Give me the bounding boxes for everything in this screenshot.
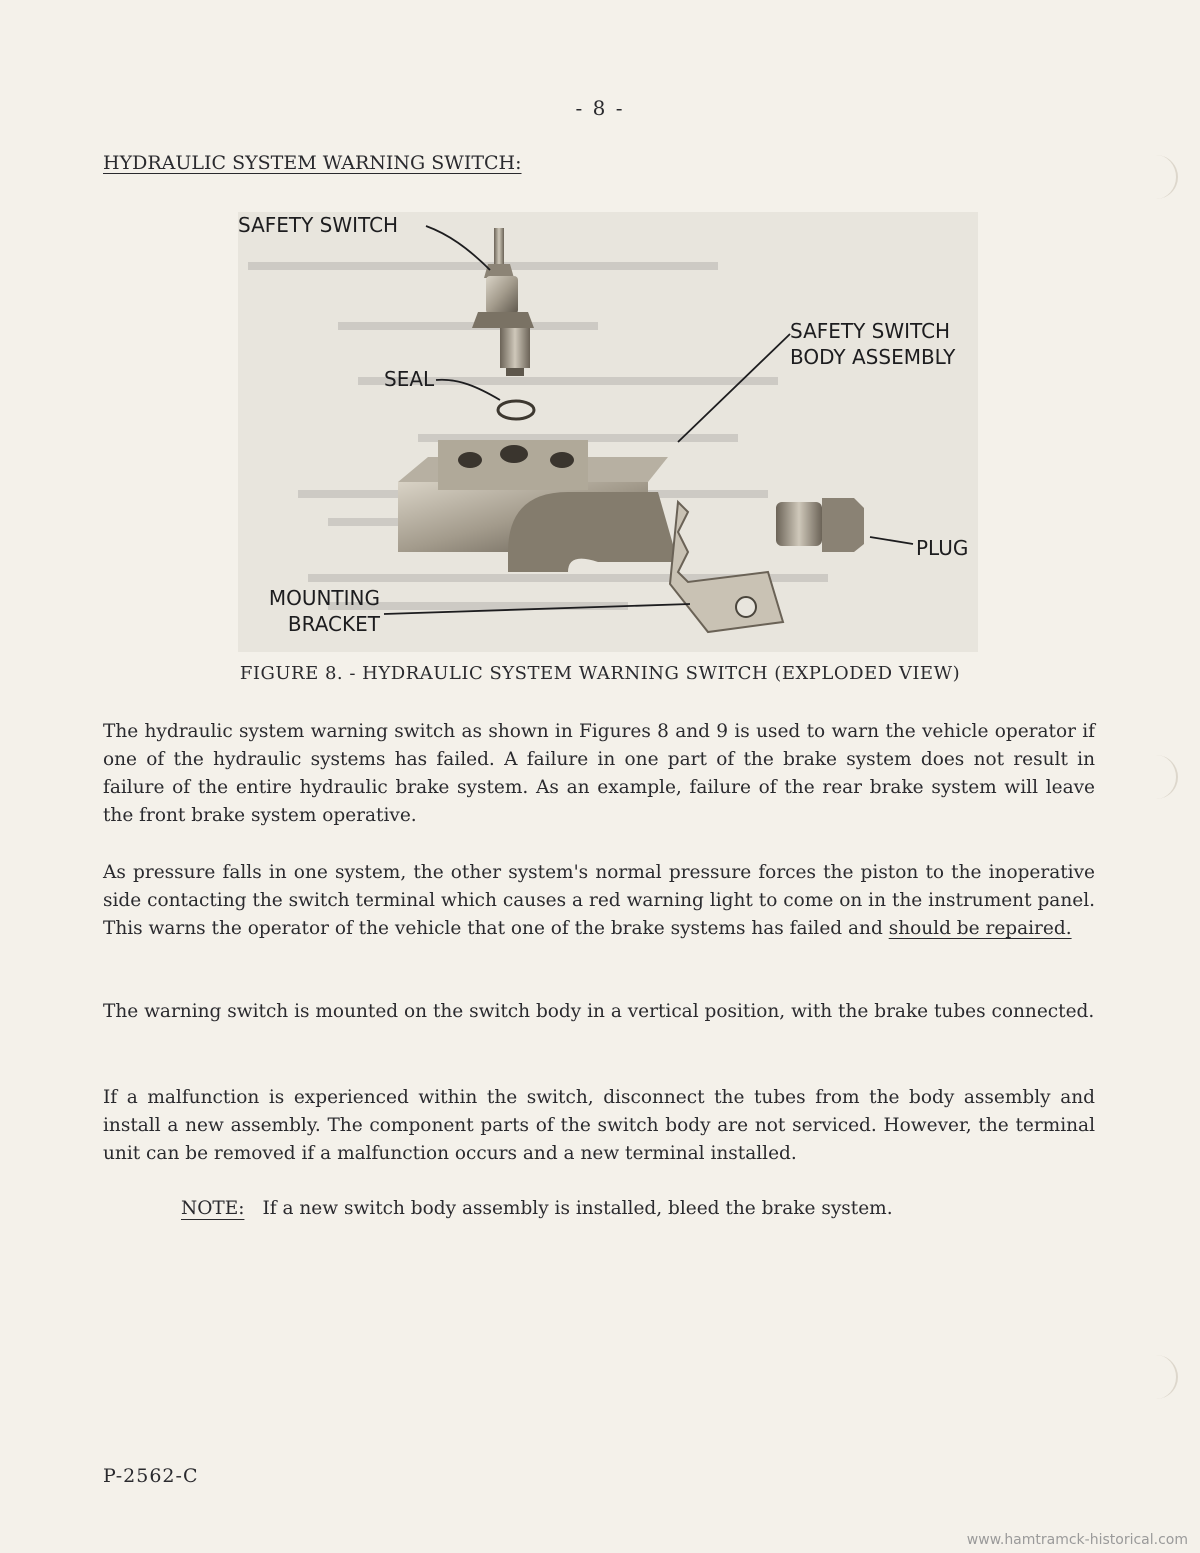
figure-caption: FIGURE 8. - HYDRAULIC SYSTEM WARNING SWITCH (EXPLODED VIEW) xyxy=(239,663,961,684)
seal-part xyxy=(498,401,534,419)
paragraph-4-text: If a malfunction is experienced within the switch, disconnect the tubes from the body assembly and install a new assembly. The component parts of the switch body are not serviced. However, the terminal unit can be removed if a malfunction occurs and a new terminal installed. xyxy=(103,1087,1095,1164)
note-label: NOTE: xyxy=(181,1198,245,1219)
hole-punch-bottom xyxy=(1142,1355,1178,1399)
hole-punch-middle xyxy=(1142,755,1178,799)
note xyxy=(181,1198,893,1219)
mounting-bracket-part xyxy=(670,502,783,632)
exploded-view-figure xyxy=(238,212,978,652)
paragraph-3 xyxy=(103,998,1095,1026)
label-plug: PLUG xyxy=(916,536,969,560)
switch-body-part xyxy=(398,440,678,572)
source-watermark: www.hamtramck-historical.com xyxy=(966,1532,1188,1548)
plug-part xyxy=(776,498,864,552)
paragraph-1-text: The hydraulic system warning switch as shown in Figures 8 and 9 is used to warn the vehicle operator if one of the hydraulic systems has failed. A failure in one part of the brake system does not result in failure of the entire hydraulic brake system. As an example, failure of the rear brake system will leave the front brake system operative. xyxy=(103,721,1095,826)
paragraph-4 xyxy=(103,1084,1095,1168)
page-number: - 8 - xyxy=(575,96,625,120)
section-heading: HYDRAULIC SYSTEM WARNING SWITCH: xyxy=(103,152,522,174)
paragraph-2 xyxy=(103,859,1095,943)
note-text: If a new switch body assembly is installed, bleed the brake system. xyxy=(262,1198,893,1219)
paragraph-3-text: The warning switch is mounted on the switch body in a vertical position, with the brake tubes connected. xyxy=(103,1001,1095,1022)
label-mounting-bracket: MOUNTING BRACKET xyxy=(268,586,380,636)
paragraph-2-emphasis: should be repaired. xyxy=(888,918,1072,939)
label-seal: SEAL xyxy=(384,367,435,391)
paragraph-2-text: As pressure falls in one system, the other system's normal pressure forces the piston to the inoperative side contacting the switch terminal which causes a red warning light to come on in the instrument panel. This warns the operator of the vehicle that one of the brake systems has failed and xyxy=(103,862,1095,939)
document-code: P-2562-C xyxy=(103,1465,199,1487)
safety-switch-part xyxy=(472,228,534,376)
hole-punch-top xyxy=(1142,155,1178,199)
label-safety-switch: SAFETY SWITCH xyxy=(238,213,399,237)
label-body-assembly: SAFETY SWITCH BODY ASSEMBLY xyxy=(790,319,956,369)
paragraph-1 xyxy=(103,718,1095,830)
